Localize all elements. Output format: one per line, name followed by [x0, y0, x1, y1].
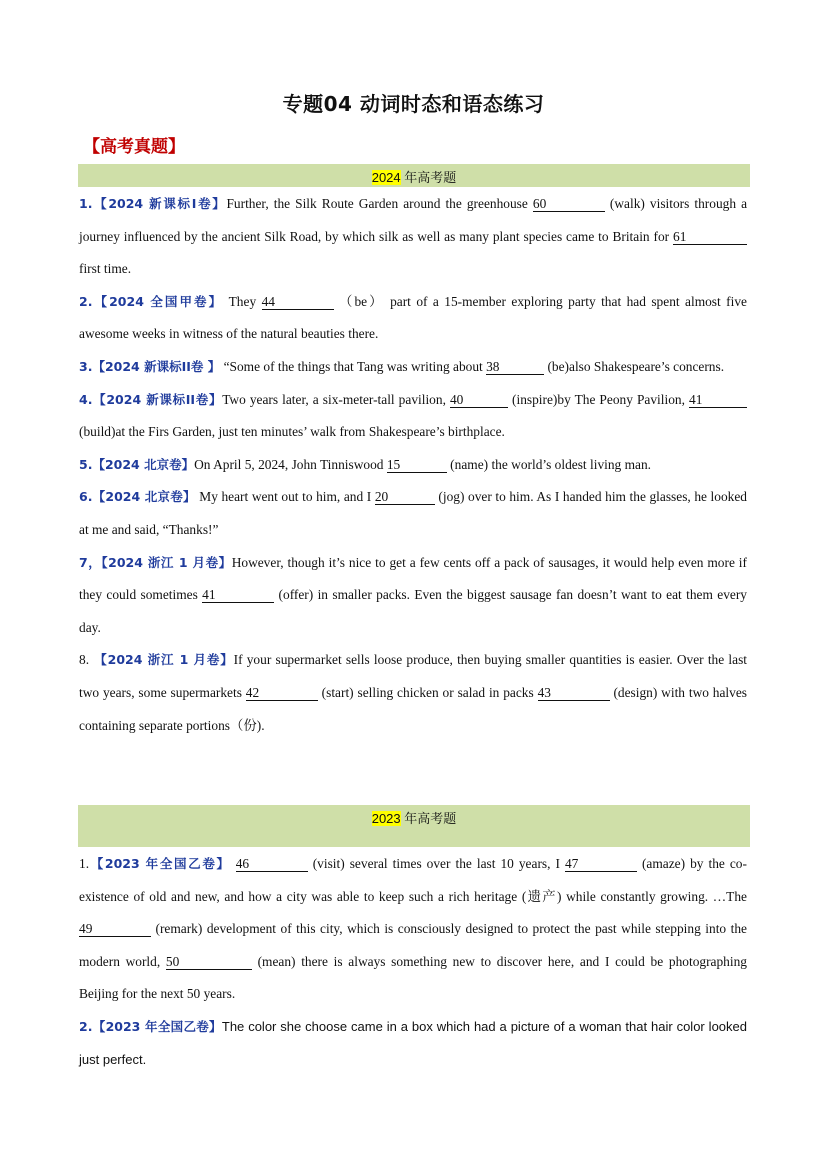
question-item: [79, 351, 747, 384]
question-item: [79, 848, 747, 1011]
question-text: They: [223, 293, 262, 309]
question-source: 【2024 新课标II卷 】: [92, 358, 221, 374]
question-item: [79, 449, 747, 482]
year-highlight: 2024: [371, 170, 401, 185]
answer-blank[interactable]: 43: [538, 685, 610, 701]
question-text: (inspire)by The Peony Pavilion,: [507, 391, 689, 407]
answer-blank[interactable]: 44: [262, 294, 334, 310]
question-text: (design) with two halves containing separate portions（份).: [79, 684, 747, 733]
question-text: (walk) visitors through a journey influenced by the ancient Silk Road, by which silk as well as many plant species came to Britain for: [79, 196, 748, 244]
question-source: 【2024 浙江 1 月卷】: [101, 554, 232, 570]
question-item: [79, 547, 747, 645]
year-suffix: 年高考题: [400, 811, 457, 826]
answer-blank[interactable]: 49: [79, 921, 151, 937]
question-text: (start) selling chicken or salad in packs: [317, 684, 538, 700]
question-text: (visit) several times over the last 10 years, I: [307, 856, 565, 871]
question-item: [79, 384, 747, 449]
question-number: 8.: [79, 652, 90, 668]
question-text: (mean) there is always something new to discover here, and I could be photographing Beijing for the next 50 years.: [79, 953, 747, 1002]
question-source: 【2024 新课标II卷】: [92, 391, 223, 407]
question-item: [79, 644, 747, 742]
question-source: 【2023 年全国乙卷】: [92, 1018, 222, 1034]
answer-blank[interactable]: 40: [450, 392, 508, 408]
question-item: [79, 286, 747, 351]
question-source: 【2024 北京卷】: [92, 456, 195, 472]
question-text: Further, the Silk Route Garden around the greenhouse: [226, 196, 533, 211]
year-band-2023: [78, 805, 750, 847]
question-text: “Some of the things that Tang was writing about: [220, 358, 487, 374]
question-source: 【2024 新课标I卷】: [92, 196, 227, 211]
question-number: 2.: [79, 293, 93, 309]
question-source: 【2024 北京卷】: [92, 489, 196, 505]
answer-blank[interactable]: 15: [387, 457, 447, 473]
question-text: If your supermarket sells loose produce, then buying smaller quantities is easier. Over the last two years, some supermarkets: [79, 652, 747, 700]
question-list-2023: [79, 848, 747, 1076]
question-text: (remark) development of this city, which is consciously designed to protect the past while stepping into the modern world,: [79, 921, 747, 969]
question-text: Two years later, a six-meter-tall pavilion,: [222, 391, 450, 407]
year-band-label: [78, 167, 750, 186]
answer-blank[interactable]: 20: [375, 489, 435, 505]
question-text: (be)also Shakespeare’s concerns.: [544, 358, 725, 374]
answer-blank[interactable]: 50: [166, 954, 252, 970]
answer-blank[interactable]: 38: [486, 359, 544, 375]
answer-blank[interactable]: 47: [565, 856, 637, 872]
question-text: (offer) in smaller packs. Even the biggest sausage fan doesn’t want to eat them every day.: [79, 587, 748, 635]
question-text: On April 5, 2024, John Tinniswood: [194, 456, 387, 472]
question-source: 【2023 年全国乙卷】: [89, 856, 231, 871]
question-number: 4.: [79, 391, 93, 407]
answer-blank[interactable]: 60: [533, 196, 605, 212]
answer-blank[interactable]: 41: [202, 587, 274, 603]
question-text: （be） part of a 15-member exploring party that had spent almost five awesome weeks in witness of the natural beauties there.: [79, 293, 747, 342]
question-item: [79, 481, 747, 546]
year-band-2024: [78, 164, 750, 187]
year-suffix: 年高考题: [400, 170, 457, 185]
year-highlight: 2023: [371, 811, 401, 826]
question-text: (amaze) by the co-existence of old and new, and how a city was able to keep such a rich heritage (遗产) while constantly growing. …The: [79, 856, 747, 904]
question-source: 【2024 全国甲卷】: [92, 293, 224, 309]
question-number: 2.: [79, 1018, 93, 1034]
question-text: However, though it’s nice to get a few cents off a pack of sausages, it would help even more if they could sometimes: [79, 554, 747, 603]
question-item: [79, 1011, 747, 1076]
question-text: (name) the world’s oldest living man.: [446, 456, 651, 472]
question-number: 1.: [79, 196, 93, 211]
question-source: 【2024 浙江 1 月卷】: [89, 652, 234, 668]
question-number: 6.: [79, 489, 93, 505]
section-heading: 【高考真题】: [83, 137, 185, 157]
question-list-2024: [79, 188, 747, 742]
question-text: (jog) over to him. As I handed him the glasses, he looked at me and said, “Thanks!”: [79, 489, 747, 537]
question-item: [79, 188, 747, 286]
answer-blank[interactable]: 61: [673, 229, 747, 245]
question-text: The color she choose came in a box which had a picture of a woman that hair color looked just perfect.: [79, 1018, 747, 1067]
answer-blank[interactable]: 42: [246, 685, 318, 701]
question-text: first time.: [79, 261, 132, 277]
page-title: 专题04 动词时态和语态练习: [282, 92, 545, 116]
question-number: 5.: [79, 456, 93, 472]
answer-blank[interactable]: 46: [236, 856, 308, 872]
year-band-label: [78, 808, 750, 827]
question-number: 7，: [79, 554, 102, 570]
answer-blank[interactable]: 41: [689, 392, 747, 408]
question-number: 1.: [79, 856, 90, 871]
question-text: My heart went out to him, and I: [195, 489, 375, 505]
question-number: 3.: [79, 358, 93, 374]
question-text: (build)at the Firs Garden, just ten minutes’ walk from Shakespeare’s birthplace.: [79, 424, 505, 440]
